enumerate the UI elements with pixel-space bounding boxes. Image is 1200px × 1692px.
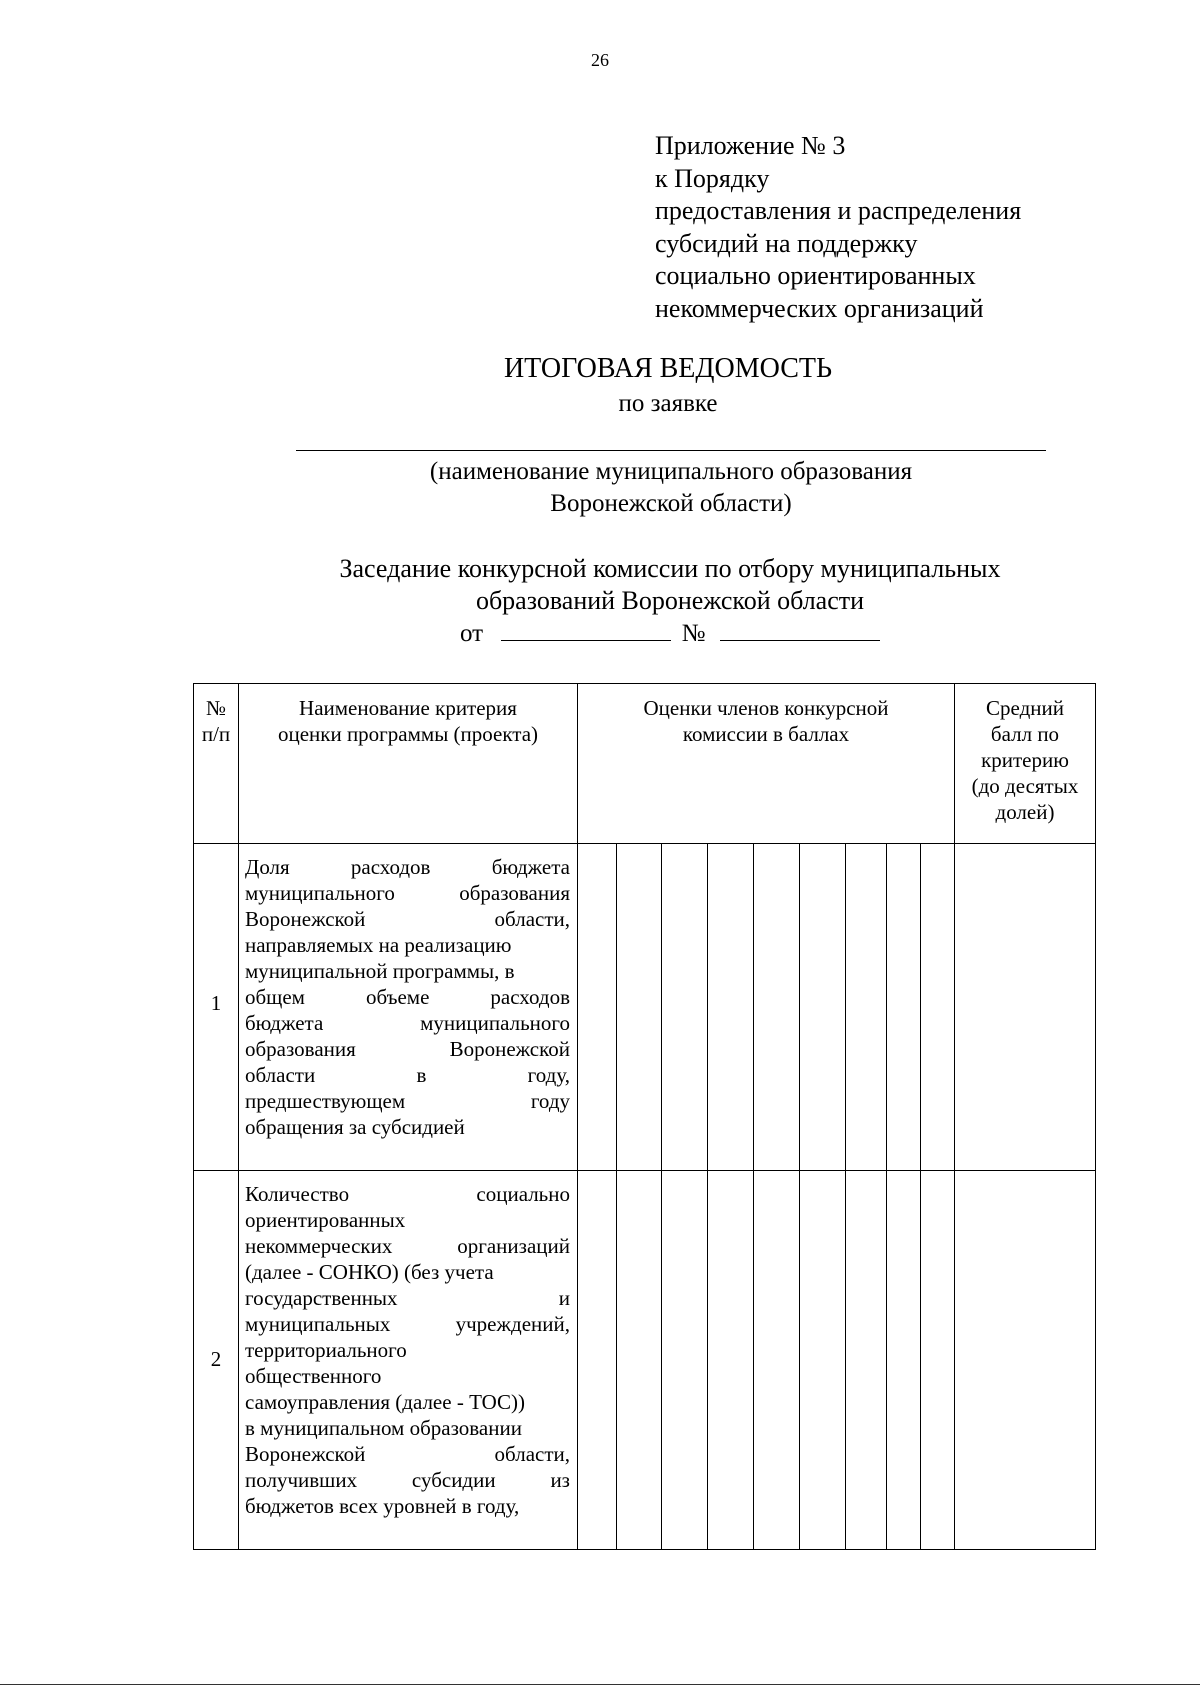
- criterion-word: бюджета: [491, 855, 570, 879]
- criterion-line: [245, 880, 570, 906]
- page-number: 26: [591, 50, 609, 70]
- header-scores: Оценки членов конкурсной комиссии в баллах: [643, 696, 889, 746]
- date-blank: [501, 616, 671, 641]
- table-col-divider: [238, 683, 239, 1550]
- caption-line: Воронежской области): [550, 490, 792, 517]
- criterion-line: [245, 984, 570, 1010]
- table-col-divider: [577, 683, 578, 1550]
- row-criterion-text: [245, 854, 570, 1140]
- meeting-date-line: [460, 616, 880, 648]
- score-subcolumn-divider: [886, 843, 887, 1550]
- criterion-word: году: [530, 1089, 570, 1113]
- criterion-line: [245, 1088, 570, 1114]
- criterion-word: предшествующем: [245, 1089, 406, 1113]
- criterion-word: Количество: [245, 1182, 350, 1206]
- criterion-word: муниципальных: [245, 1312, 391, 1336]
- page-bottom-rule: [0, 1684, 1200, 1685]
- score-subcolumn-divider: [753, 843, 754, 1550]
- criterion-word: получивших: [245, 1468, 358, 1492]
- criterion-word: ориентированных: [245, 1208, 406, 1232]
- criterion-word: расходов: [350, 855, 431, 879]
- criterion-line: [245, 1441, 570, 1467]
- municipality-blank-line: [296, 450, 1046, 451]
- meeting-line: образований Воронежской области: [475, 586, 865, 615]
- criterion-line: [245, 1467, 570, 1493]
- criterion-word: муниципального: [245, 881, 395, 905]
- criterion-word: (далее - СОНКО) (без учета: [245, 1260, 494, 1284]
- criterion-line: [245, 906, 570, 932]
- table-border-right: [1095, 683, 1096, 1550]
- criterion-line: [245, 1389, 570, 1415]
- criterion-word: направляемых на реализацию: [245, 933, 512, 957]
- criterion-word: государственных: [245, 1286, 398, 1310]
- document-subtitle: по заявке: [618, 390, 718, 417]
- criterion-word: Доля: [245, 855, 290, 879]
- appendix-line: социально ориентированных: [655, 261, 976, 290]
- appendix-line: субсидий на поддержку: [655, 228, 918, 258]
- criterion-word: бюджета: [245, 1011, 324, 1035]
- criterion-word: бюджетов всех уровней в году,: [245, 1494, 520, 1518]
- criterion-line: [245, 854, 570, 880]
- row-number: 1: [210, 991, 222, 1015]
- criterion-line: [245, 1337, 570, 1363]
- criterion-line: [245, 1207, 570, 1233]
- criterion-line: [245, 1114, 570, 1140]
- criterion-word: учреждений,: [455, 1312, 570, 1336]
- criterion-word: объеме: [365, 985, 430, 1009]
- criterion-word: социально: [476, 1182, 570, 1206]
- row-criterion-text: [245, 1181, 570, 1519]
- score-subcolumn-divider: [845, 843, 846, 1550]
- criterion-word: из: [550, 1468, 570, 1492]
- criterion-word: и: [558, 1286, 570, 1310]
- document-title: ИТОГОВАЯ ВЕДОМОСТЬ: [503, 353, 833, 384]
- criterion-line: [245, 958, 570, 984]
- table-row-divider: [193, 1170, 1096, 1171]
- score-subcolumn-divider: [707, 843, 708, 1550]
- table-col-divider: [954, 683, 955, 1550]
- row-number: 2: [210, 1347, 222, 1371]
- criterion-word: муниципального: [420, 1011, 570, 1035]
- criterion-word: территориального: [245, 1338, 407, 1362]
- criterion-line: [245, 1036, 570, 1062]
- appendix-line: Приложение № 3: [655, 131, 846, 160]
- caption-line: (наименование муниципального образования: [429, 458, 913, 485]
- criterion-word: в: [416, 1063, 427, 1087]
- criterion-line: [245, 1062, 570, 1088]
- table-border-bottom: [193, 1549, 1096, 1550]
- criterion-word: некоммерческих: [245, 1234, 393, 1258]
- criterion-word: году,: [527, 1063, 570, 1087]
- criterion-word: муниципальной программы, в: [245, 959, 515, 983]
- criterion-line: [245, 1181, 570, 1207]
- number-sign: №: [681, 620, 706, 647]
- number-blank: [720, 616, 880, 641]
- criterion-line: [245, 1285, 570, 1311]
- appendix-block: [655, 130, 1021, 325]
- criterion-word: Воронежской: [245, 907, 366, 931]
- table-border-left: [193, 683, 194, 1550]
- criterion-word: области,: [494, 907, 570, 931]
- criterion-line: [245, 1311, 570, 1337]
- score-subcolumn-divider: [661, 843, 662, 1550]
- criterion-line: [245, 1010, 570, 1036]
- appendix-line: предоставления и распределения: [655, 196, 1022, 225]
- criterion-line: [245, 1233, 570, 1259]
- criterion-word: общественного: [245, 1364, 382, 1388]
- criterion-word: самоуправления (далее - ТОС)): [245, 1390, 526, 1414]
- header-average: Средний балл по критерию (до десятых долей): [971, 696, 1079, 824]
- criterion-line: [245, 1259, 570, 1285]
- header-criterion: Наименование критерия оценки программы (проекта): [277, 696, 539, 746]
- criterion-line: [245, 1493, 570, 1519]
- criterion-word: Воронежской: [449, 1037, 570, 1061]
- meeting-heading: [250, 553, 1090, 617]
- score-subcolumn-divider: [920, 843, 921, 1550]
- criterion-word: области: [245, 1063, 316, 1087]
- appendix-line: к Порядку: [655, 163, 770, 193]
- table-header-divider: [193, 843, 1096, 844]
- table-border-top: [193, 683, 1096, 684]
- criterion-word: обращения за субсидией: [245, 1115, 465, 1139]
- criterion-word: в муниципальном образовании: [245, 1416, 522, 1440]
- criterion-word: субсидии: [411, 1468, 496, 1492]
- criterion-line: [245, 1415, 570, 1441]
- criterion-word: расходов: [490, 985, 570, 1009]
- score-subcolumn-divider: [799, 843, 800, 1550]
- criterion-word: общем: [245, 985, 305, 1009]
- criterion-word: организаций: [457, 1234, 570, 1258]
- municipality-caption: [296, 456, 1046, 520]
- score-subcolumn-divider: [616, 843, 617, 1550]
- criterion-word: области,: [494, 1442, 570, 1466]
- meeting-line: Заседание конкурсной комиссии по отбору муниципальных: [339, 554, 1001, 583]
- appendix-line: некоммерческих организаций: [655, 293, 984, 323]
- criterion-word: образования: [245, 1037, 356, 1061]
- criterion-line: [245, 932, 570, 958]
- date-prefix: от: [460, 620, 484, 647]
- criterion-word: образования: [459, 881, 570, 905]
- criterion-line: [245, 1363, 570, 1389]
- criterion-word: Воронежской: [245, 1442, 366, 1466]
- header-num: № п/п: [201, 696, 231, 746]
